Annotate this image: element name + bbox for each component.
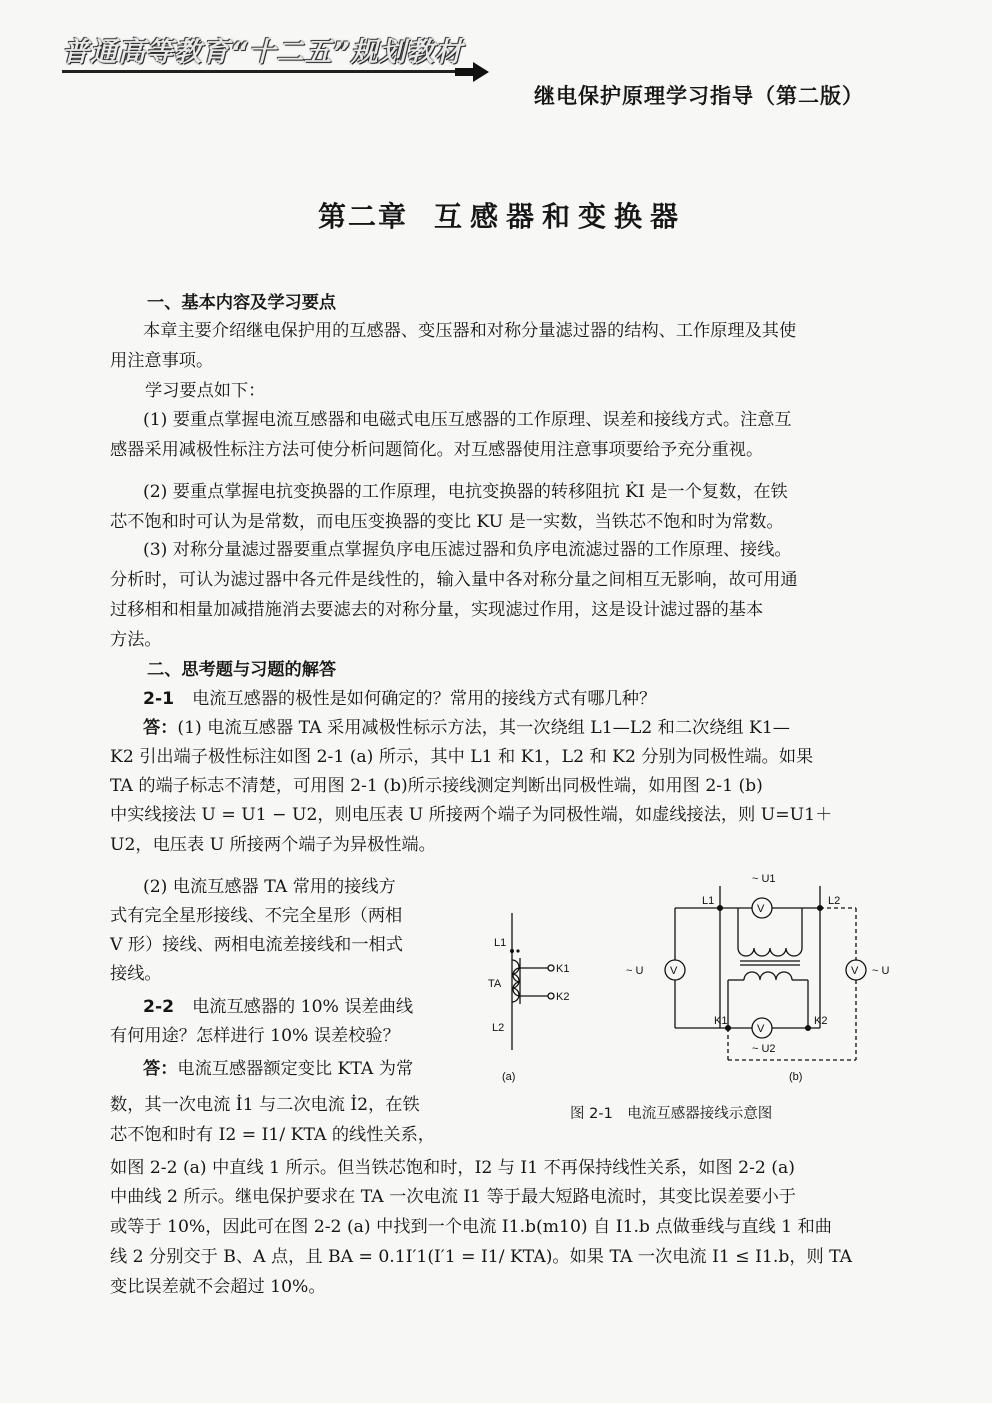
answer-text: 电流互感器额定变比 KTA 为常 [177, 1059, 414, 1079]
point-2: 芯不饱和时可认为是常数，而电压变换器的变比 KU 是一实数，当铁芯不饱和时为常数。 [110, 512, 784, 532]
question-text: 电流互感器的极性是如何确定的？常用的接线方式有哪几种？ [192, 689, 657, 709]
label-K2: K2 [814, 1015, 828, 1027]
voltmeter-icon: V [757, 903, 765, 915]
section1-heading: 一、基本内容及学习要点 [147, 293, 337, 313]
wiring-diagram [490, 868, 930, 1113]
question-text: 电流互感器的 10% 误差曲线 [192, 997, 414, 1017]
chapter-number: 第二章 [318, 200, 409, 233]
answer-line: 变比误差就不会超过 10%。 [110, 1277, 326, 1297]
voltmeter-icon: V [757, 1023, 765, 1035]
answer-line: V 形）接线、两相电流差接线和一相式 [110, 935, 403, 955]
label-L2: L2 [492, 1022, 505, 1034]
question-2-1 [143, 688, 656, 710]
diagram-a [510, 913, 554, 1050]
answer-2-1 [143, 717, 790, 739]
point-3: 分析时，可认为滤过器中各元件是线性的，输入量中各对称分量之间相互无影响，故可用通 [110, 570, 798, 590]
answer-line: 线 2 分别交于 B、A 点，且 BA = 0.1I′1(I′1 = I1/ KTA)。如果 TA 一次电流 I1 ≤ I1.b，则 TA [110, 1247, 853, 1267]
answer-label: 答： [143, 1059, 178, 1079]
chapter-name: 互感器和变换器 [434, 200, 687, 233]
label-U1: ~ U1 [752, 873, 776, 885]
label-a: (a) [502, 1071, 516, 1083]
answer-text: (1) 电流互感器 TA 采用减极性标示方法，其一次绕组 L1—L2 和二次绕组 K1— [177, 718, 790, 738]
answer-line: 中实线接法 U = U1 − U2，则电压表 U 所接两个端子为同极性端，如虚线接法，则 U=U1＋ [110, 805, 833, 825]
point-3: 方法。 [110, 630, 162, 650]
question-number: 2-1 [143, 689, 175, 709]
series-banner: 普通高等教育“十二五”规划教材 [62, 37, 463, 68]
label-b: (b) [789, 1071, 803, 1083]
answer-line: 或等于 10%，因此可在图 2-2 (a) 中找到一个电流 I1.b(m10) 自 I1.b 点做垂线与直线 1 和曲 [110, 1217, 832, 1237]
chapter-title [318, 195, 686, 235]
point-1: (1) 要重点掌握电流互感器和电磁式电压互感器的工作原理、误差和接线方式。注意互 [143, 410, 792, 430]
label-K1: K1 [556, 963, 570, 975]
answer-line: 芯不饱和时有 I2 = I1/ KTA 的线性关系， [110, 1125, 435, 1145]
answer-line: 数，其一次电流 İ1 与二次电流 İ2，在铁 [110, 1095, 420, 1115]
question-number: 2-2 [143, 997, 175, 1017]
answer-2-2 [143, 1058, 413, 1080]
label-U-left: ~ U [626, 965, 644, 977]
section2-heading: 二、思考题与习题的解答 [147, 660, 337, 680]
answer-line: 式有完全星形接线、不完全星形（两相 [110, 906, 403, 926]
answer-line: 接线。 [110, 964, 162, 984]
figure-2-1 [490, 868, 930, 1113]
point-2: (2) 要重点掌握电抗变换器的工作原理，电抗变换器的转移阻抗 K̇I 是一个复数，在铁 [143, 482, 788, 502]
answer-line: (2) 电流互感器 TA 常用的接线方 [143, 877, 396, 897]
label-L1: L1 [494, 937, 507, 949]
question-2-2 [143, 996, 413, 1018]
points-intro: 学习要点如下： [145, 381, 266, 401]
point-1: 感器采用减极性标注方法可使分析问题简化。对互感器使用注意事项要给予充分重视。 [110, 440, 764, 460]
label-U-right: ~ U [872, 965, 890, 977]
label-K2: K2 [556, 991, 570, 1003]
point-3: (3) 对称分量滤过器要重点掌握负序电压滤过器和负序电流滤过器的工作原理、接线。 [143, 540, 792, 560]
label-L2: L2 [828, 895, 841, 907]
label-U2: ~ U2 [752, 1043, 776, 1055]
question-text: 有何用途？怎样进行 10% 误差校验？ [110, 1026, 400, 1046]
label-TA: TA [488, 978, 502, 990]
intro-line: 用注意事项。 [110, 351, 214, 371]
answer-line: TA 的端子标志不清楚，可用图 2-1 (b)所示接线测定判断出同极性端，如用图 2-1 (b) [110, 776, 763, 796]
intro-line: 本章主要介绍继电保护用的互感器、变压器和对称分量滤过器的结构、工作原理及其使 [143, 321, 797, 341]
voltmeter-icon: V [851, 965, 859, 977]
label-L1: L1 [702, 895, 715, 907]
answer-label: 答： [143, 718, 178, 738]
answer-line: K2 引出端子极性标注如图 2-1 (a) 所示，其中 L1 和 K1，L2 和 K2 分别为同极性端。如果 [110, 747, 814, 767]
figure-caption: 图 2-1 电流互感器接线示意图 [570, 1106, 773, 1122]
answer-line: 中曲线 2 所示。继电保护要求在 TA 一次电流 I1 等于最大短路电流时，其变比误差要小于 [110, 1187, 796, 1207]
diagram-b [665, 886, 866, 1060]
label-K1: K1 [714, 1015, 728, 1027]
voltmeter-icon: V [670, 965, 678, 977]
banner-rule [62, 70, 462, 73]
point-3: 过移相和相量加减措施消去要滤去的对称分量，实现滤过作用，这是设计滤过器的基本 [110, 600, 764, 620]
book-title: 继电保护原理学习指导（第二版） [534, 84, 864, 108]
answer-line: 如图 2-2 (a) 中直线 1 所示。但当铁芯饱和时，I2 与 I1 不再保持线性关系，如图 2-2 (a) [110, 1158, 795, 1178]
arrow-right-icon [455, 62, 489, 82]
answer-line: U2，电压表 U 所接两个端子为异极性端。 [110, 835, 436, 855]
